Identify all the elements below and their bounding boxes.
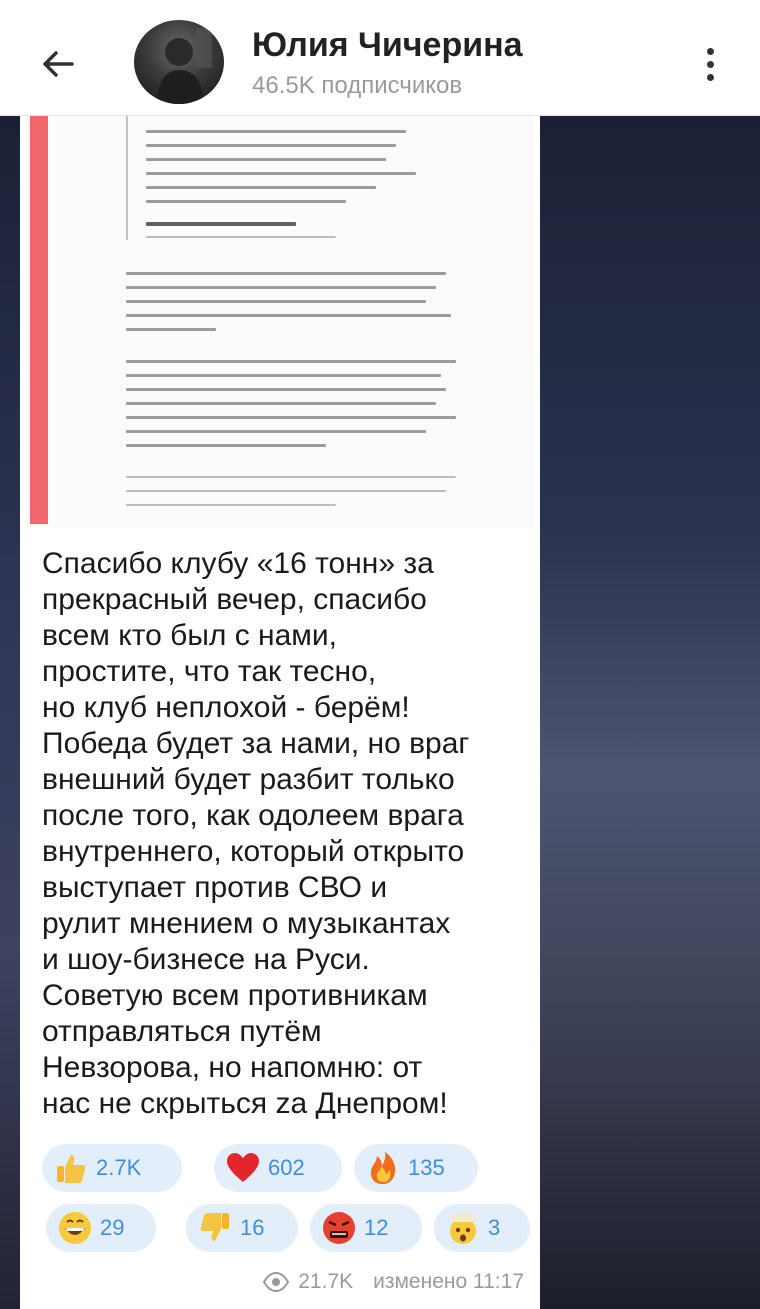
exploding-head-icon xyxy=(444,1209,482,1247)
dot-icon xyxy=(707,61,714,68)
reaction-count: 12 xyxy=(364,1215,389,1240)
dot-icon xyxy=(707,74,714,81)
reaction-count: 3 xyxy=(488,1215,501,1240)
eye-icon xyxy=(262,1272,290,1292)
thumbs-down-icon xyxy=(196,1209,234,1247)
reaction-heart[interactable] xyxy=(214,1144,342,1192)
chat-background-left xyxy=(0,116,20,1309)
reaction-count: 2.7K xyxy=(96,1155,142,1180)
view-count: 21.7K xyxy=(298,1270,354,1293)
reaction-angry[interactable] xyxy=(310,1204,422,1252)
red-heart-icon xyxy=(224,1149,262,1187)
quote-bar xyxy=(30,116,48,524)
message-text: Спасибо клубу «16 тонн» за прекрасный вечер, спасибо всем кто был с нами, простите, что так тесно, но клуб неплохой - берём! Победа будет за нами, но враг внешний будет разбит только после того, как одолеем врага внутреннего, который открыто выступает против СВО и рулит мнением о музыкантах и шоу-бизнесе на Руси. Советую всем противникам отправляться путём Невзорова, но напомню: от нас не скрыться za Днепром! xyxy=(42,547,470,1120)
reaction-fire[interactable] xyxy=(354,1144,478,1192)
subscriber-count: 46.5K подписчиков xyxy=(252,72,463,99)
chat-header xyxy=(0,0,760,116)
more-options-button[interactable] xyxy=(690,40,730,88)
reaction-thumbs-down[interactable] xyxy=(186,1204,298,1252)
arrow-left-icon xyxy=(38,44,78,84)
reaction-count: 16 xyxy=(240,1215,265,1240)
chat-background-right xyxy=(540,116,760,1309)
message-photo[interactable] xyxy=(26,116,534,528)
reaction-grinning[interactable] xyxy=(46,1204,156,1252)
reaction-exploding-head[interactable] xyxy=(434,1204,530,1252)
thumbs-up-icon xyxy=(52,1149,90,1187)
back-button[interactable] xyxy=(30,36,86,92)
message-bubble xyxy=(20,116,540,1309)
quote-line xyxy=(126,116,128,240)
angry-face-icon xyxy=(320,1209,358,1247)
fire-icon xyxy=(364,1149,402,1187)
dot-icon xyxy=(707,48,714,55)
reaction-count: 135 xyxy=(408,1155,445,1180)
reaction-thumbs-up[interactable] xyxy=(42,1144,182,1192)
grinning-face-icon xyxy=(56,1209,94,1247)
reaction-count: 29 xyxy=(100,1215,125,1240)
channel-title[interactable]: Юлия Чичерина xyxy=(252,26,523,64)
edited-timestamp: изменено 11:17 xyxy=(373,1270,524,1293)
message-meta xyxy=(224,1266,524,1298)
reaction-count: 602 xyxy=(268,1155,305,1180)
channel-avatar[interactable] xyxy=(134,20,224,104)
